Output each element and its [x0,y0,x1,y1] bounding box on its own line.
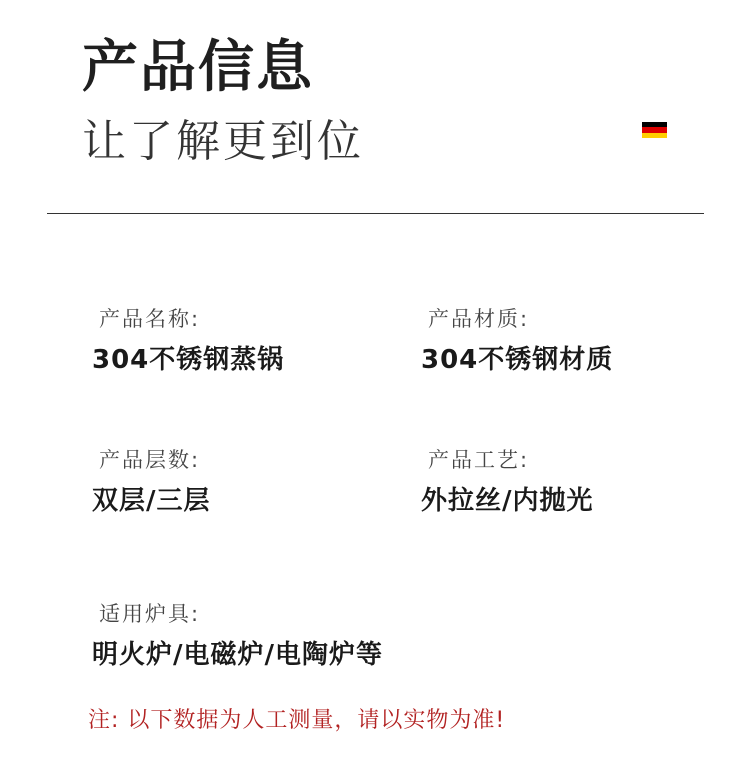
product-material-value: 304不锈钢材质 [421,345,614,375]
flag-stripe-gold [642,133,667,138]
header-divider [47,213,704,214]
product-layers-label: 产品层数: [99,448,201,472]
page-title: 产品信息 [82,35,314,100]
page-subtitle: 让了解更到位 [82,116,364,167]
measurement-note: 注: 以下数据为人工测量，请以实物为准! [88,708,506,733]
product-material-label: 产品材质: [428,307,530,331]
germany-flag-icon [642,122,667,138]
product-layers-value: 双层/三层 [92,486,211,516]
stove-type-label: 适用炉具: [99,602,201,626]
stove-type-value: 明火炉/电磁炉/电陶炉等 [92,640,383,670]
product-name-label: 产品名称: [99,307,201,331]
product-craft-label: 产品工艺: [428,448,530,472]
product-craft-value: 外拉丝/内抛光 [421,486,594,516]
product-name-value: 304不锈钢蒸锅 [92,345,285,375]
